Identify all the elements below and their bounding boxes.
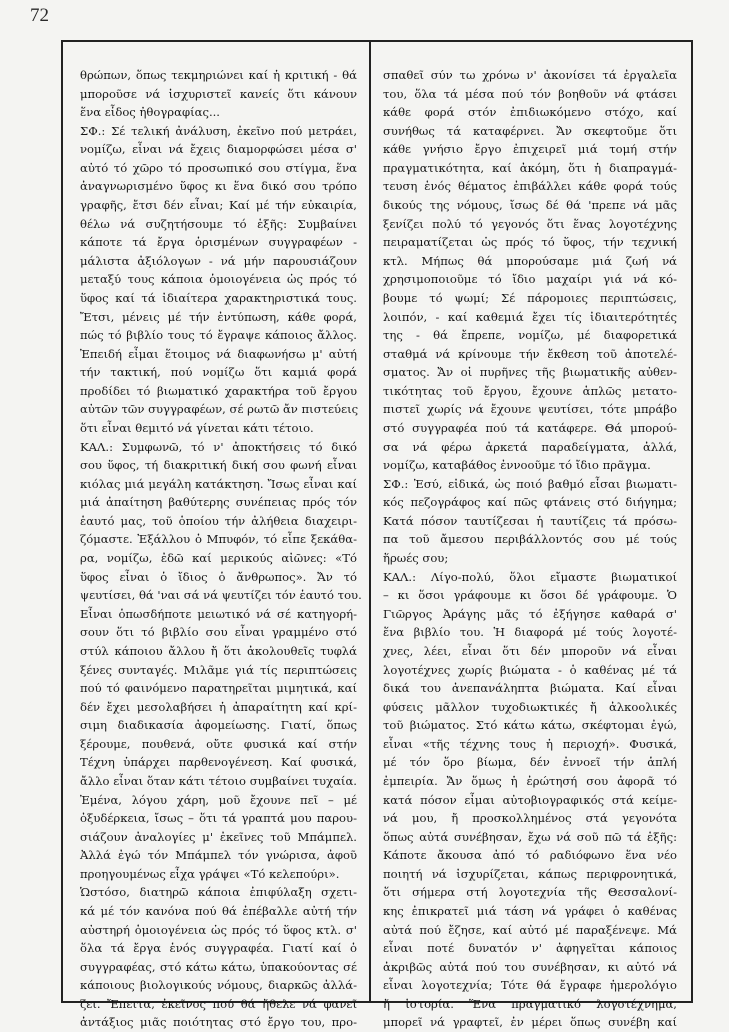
text-line: πώς τό βιβλίο τους τό ἔγραψε κάποιος ἄλλος. [80, 328, 357, 343]
text-line: κάποτε τά ἔργα ὁρισμένων συγγραφέων - [80, 235, 357, 250]
text-line: χνες, λέει, εἶναι ὅτι δέν μποροῦν νά εἶναι [383, 643, 677, 658]
page-number: 72 [30, 5, 49, 26]
text-line: Εἶναι ὁπωσδήποτε μειωτικό νά σέ κατηγορή- [80, 606, 357, 621]
text-line: αὐστηρή ὁμοιογένεια ὡς πρός τό ὕφος κτλ. σ' [80, 922, 357, 937]
text-line: ψευτίσει, θά 'ναι σά νά ψευτίζει τόν ἑαυτό του. [80, 588, 362, 603]
text-line: δέν ἔχει μεσολαβήσει ἡ ἀπαραίτητη καί κρί- [80, 699, 357, 714]
text-line: θέλω νά συζητήσουμε τό ἑξῆς: Συμβαίνει [80, 216, 357, 231]
text-line: ἥρωές σου; [383, 551, 449, 566]
text-line: ἀντάξιος μιᾶς ποιότητας στό ἔργο του, προ- [80, 1015, 357, 1030]
text-line: κά μέ τόν κανόνα πού θά ἐπέβαλλε αὐτή τήν [80, 904, 357, 919]
text-line: σου ὕφος, τή διακριτική δική σου φωνή εἶναι [80, 458, 357, 473]
text-line: μέ τόν ὅρο βίωμα, δέν ἐννοεῖ τήν ἁπλή [383, 755, 677, 770]
text-line: ἕνα εἶδος ἠθογραφίας... [80, 105, 220, 120]
text-line: ἑαυτό μας, τοῦ ὁποίου τήν ἀλήθεια διαχειρι- [80, 513, 357, 528]
text-line: αὐτῶν τῶν συγγραφέων, σέ ρωτῶ ἄν πιστεύεις [80, 402, 359, 417]
text-line: Ὡστόσο, διατηρῶ κάποια ἐπιφύλαξη σχετι- [80, 885, 357, 900]
text-line: στό συγγραφέα πού τά κατάφερε. Θά μπορού- [383, 420, 677, 435]
text-line: προδίδει τό βιωματικό χαρακτήρα τοῦ ἔργου [80, 383, 357, 398]
text-line: ΚΑΛ.: Λίγο-πολύ, ὅλοι εἴμαστε βιωματικοί [383, 569, 677, 584]
text-line: ξενίζει πολύ τό γεγονός ὅτι ἕνας λογοτέχνης [383, 216, 677, 231]
text-line: πιστεῖ χωρίς νά ἔχουνε ψευτίσει, τότε μπράβο [383, 402, 677, 417]
text-line: σιμη διαδικασία ἀφομείωσης. Γιατί, ὅπως [80, 718, 357, 733]
text-line: ὅλα τά ἔργα ἑνός συγγραφέα. Γιατί καί ὁ [80, 941, 357, 956]
text-line: ξέρουμε, πουθενά, οὔτε φυσικά καί στήν [80, 736, 357, 751]
text-line: κατά πόσον εἶμαι αὐτοβιογραφικός στά κείμε- [383, 792, 677, 807]
text-line: τήν τακτική, πού νομίζω ὅτι καμιά φορά [80, 365, 357, 380]
text-line: εἶναι «τῆς τέχνης τους ἡ περιοχή». Φυσικά, [383, 736, 677, 751]
text-line: κάποιους βιολογικούς νόμους, διαρκῶς ἀλλά- [80, 978, 357, 993]
text-line: Ἐμένα, λόγου χάρη, μοῦ ἔχουνε πεῖ – μέ [80, 792, 357, 807]
text-line: Ἀλλά ἐγώ τόν Μπάμπελ τόν γνώρισα, ἀφοῦ [80, 848, 357, 863]
text-line: σματος. Ἄν οἱ πυρῆνες τῆς βιωματικῆς αὐθεν- [383, 365, 677, 380]
text-line: ξένες συνταγές. Μιλᾶμε γιά τίς περιπτώσεις [80, 662, 357, 677]
text-line: πειραματίζεται ὡς πρός τό ὕφος, τήν τεχνική [383, 235, 677, 250]
text-line: νομίζω, εἶναι νά ἔχεις διαμορφώσει μέσα σ' [80, 142, 357, 157]
text-line: μεταξύ τους κάποια ὁμοιογένεια ὡς πρός τό [80, 272, 357, 287]
text-line: εἶναι ποτέ δυνατόν ν' ἀφηγεῖται κάποιος [383, 941, 677, 956]
text-line: ζόμαστε. Ἐξάλλου ὁ Μπυφόν, τό εἶπε ξεκάθα- [80, 532, 357, 547]
text-line: της - θά ἔπρεπε, νομίζω, μέ διαφορετικά [383, 328, 677, 343]
text-line: – κι ὅσοι γράφουμε κι ὅσοι δέ γράφουμε. Ὁ [383, 588, 677, 603]
text-line: κιόλας μιά μεγάλη κατάκτηση. Ἴσως εἶναι καί [80, 476, 357, 491]
text-line: σουν ὅτι τό βιβλίο σου εἶναι γραμμένο στό [80, 625, 357, 640]
text-line: λοιπόν, - καί καθεμιά ἔχει τίς ἰδιαιτερότητές [383, 309, 677, 324]
text-line: ἐμπειρία. Ἄν ὅμως ἡ ἐρώτησή σου ἀφορᾶ τό [383, 773, 677, 788]
text-line: μπορεῖ νά γραφτεῖ, ἐν μέρει ὅπως συνέβη καί [383, 1015, 677, 1030]
text-line: ΚΑΛ.: Συμφωνῶ, τό ν' ἀποκτήσεις τό δικό [80, 439, 357, 454]
text-line: σιάζουν ἀναλογίες μ' ἐκεῖνες τοῦ Μπάμπελ. [80, 829, 357, 844]
text-line: κτλ. Μήπως θά μπορούσαμε μιά ζωή νά [383, 253, 677, 268]
text-line: ΣΦ.: Ἐσύ, εἰδικά, ὡς ποιό βαθμό εἶσαι βιωματι- [383, 476, 677, 491]
text-line: στύλ κάποιου ἄλλου ἤ ὅτι ἀκολουθεῖς τυφλά [80, 643, 357, 658]
text-line: φύσεις μᾶλλον τυχοδιωκτικές ἤ ἀλκοολικές [383, 699, 677, 714]
text-line: τικότητας τοῦ ἔργου, ἔχουνε ἁπλῶς μετατο- [383, 383, 677, 398]
text-line: ΣΦ.: Σέ τελική ἀνάλυση, ἐκεῖνο πού μετράει, [80, 123, 357, 138]
text-line: ὅτι σήμερα στή λογοτεχνία τῆς Θεσσαλονί- [383, 885, 677, 900]
text-line: ρα, νομίζω, ἐδῶ καί μερικούς αἰῶνες: «Τό [80, 551, 357, 566]
text-line: μιά ἀπαίτηση βαθύτερης συνέπειας πρός τόν [80, 495, 357, 510]
text-line: νομίζω, καταβάθος ἐννοοῦμε τό ἴδιο πρᾶγμα. [383, 458, 651, 473]
text-line: τευση ἑνός θέματος ἐπιβάλλει κάθε φορά τούς [383, 179, 677, 194]
text-line: πα τοῦ ἄμεσου περιβάλλοντός σου μέ τούς [383, 532, 677, 547]
text-line: Ἔτσι, μένεις μέ τήν ἐντύπωση, κάθε φορά, [80, 309, 357, 324]
text-line: ὕφος εἶναι ὁ ἴδιος ὁ ἄνθρωπος». Ἄν τό [80, 569, 357, 584]
text-line: μάλιστα ἀξιόλογων - νά μήν παρουσιάζουν [80, 253, 357, 268]
text-line: νά μου, ἤ προσκολλημένος στά γεγονότα [383, 811, 677, 826]
text-line: τοῦ βιώματος. Στό κάτω κάτω, σκέφτομαι ἐγώ, [383, 718, 677, 733]
text-line: ἀναγνωρισμένο ὕφος κι ἕνα δικό σου τρόπο [80, 179, 357, 194]
text-line: πού τό φαινόμενο παρατηρεῖται μιμητικά, καί [80, 681, 357, 696]
text-line: Κατά πόσον ταυτίζεσαι ἡ ταυτίζεις τά πρόσω- [383, 513, 677, 528]
text-line: λογοτέχνες χωρίς βιώματα - ὁ καθένας μέ τά [383, 662, 677, 677]
text-line: Τέχνη ὑπάρχει παρθενογένεση. Καί φυσικά, [80, 755, 357, 770]
text-line: γραφῆς, ἔτσι δέν εἶναι; Καί μέ τήν εὐκαιρία, [80, 198, 357, 213]
text-line: πραγματικότητα, καί ἀκόμη, ὅτι ἡ διαπραγμά- [383, 160, 677, 175]
text-line: του, ὅλα τά μέσα πού τόν βοηθοῦν νά φτάσει [383, 86, 677, 101]
column-divider [369, 40, 371, 1003]
text-line: ἕνα βιβλίο του. Ἡ διαφορά μέ τούς λογοτέ- [383, 625, 677, 640]
text-line: χρησιμοποιοῦμε τό ἴδιο μαχαίρι γιά νά κό- [383, 272, 677, 287]
text-line: εἶναι λογοτεχνία; Τότε θά ἔγραφε ἡμερολόγιο [383, 978, 677, 993]
left-text-column [80, 66, 362, 1030]
text-line: ζει. Ἔπειτα, ἐκεῖνος πού θά ἤθελε νά φανεῖ [80, 996, 357, 1011]
text-line: δικά του ἀνεπανάληπτα βιώματα. Καί εἶναι [383, 681, 677, 696]
text-line: σπαθεῖ σύν τω χρόνω ν' ἀκονίσει τά ἐργαλεῖα [383, 68, 677, 82]
text-line: ὕφος καί τά ἰδιαίτερα χαρακτηριστικά τους. [80, 290, 357, 305]
text-line: Κάποτε ἄκουσα ἀπό τό ραδιόφωνο ἕνα νέο [383, 848, 677, 863]
text-line: ἀκριβῶς αὐτά πού του συνέβησαν, κι αὐτό νά [383, 959, 677, 974]
text-line: αὐτό τό χῶρο τό προσωπικό σου στίγμα, ἕνα [80, 160, 357, 175]
text-line: θρώπων, ὅπως τεκμηριώνει καί ἡ κριτική - θά [80, 68, 357, 82]
text-line: βουμε τό ψωμί; Σέ πάρομοιες περιπτώσεις, [383, 290, 677, 305]
text-line: ποιητή νά ἰσχυρίζεται, κάπως περιφρονητικά, [383, 866, 677, 881]
text-line: Γιῶργος Ἀράγης μᾶς τό ἐξήγησε καθαρά σ' [383, 606, 677, 621]
text-line: κάθε φορά στόν ἐπιδιωκόμενο στόχο, καί [383, 105, 677, 120]
text-line: ὅτι εἶναι θεμιτό νά γίνεται κάτι τέτοιο. [80, 420, 314, 435]
text-line: προηγουμένως εἶχα γράψει «Τό κελεπούρι». [80, 866, 340, 881]
text-line: αὐτά πού ἔζησε, καί αὐτό μέ παραξένεψε. Μά [383, 922, 677, 937]
text-line: ὅπως αὐτά συνέβησαν, ἔχω νά σοῦ πῶ τά ἑξῆς: [383, 829, 677, 844]
text-line: ὀξυδέρκεια, ἴσως – ὅτι τά γραπτά μου παρου- [80, 811, 357, 826]
text-line: ἄλλο εἶναι ὅταν κάτι τέτοιο συμβαίνει τυχαία. [80, 773, 357, 788]
text-line: σα νά φέρω ἀρκετά παραδείγματα, ἀλλά, [383, 439, 677, 454]
text-line: ἤ ἱστορία. Ἕνα πραγματικό λογοτέχνημα, [383, 996, 677, 1011]
right-text-column [383, 66, 677, 1030]
text-line: Ἐπειδή εἶμαι ἕτοιμος νά διαφωνήσω μ' αὐτή [80, 346, 357, 361]
text-line: μποροῦσε νά ἰσχυριστεῖ κανείς ὅτι κάνουν [80, 86, 357, 101]
text-line: σταθμά νά κρίνουμε τήν ἔκθεση τοῦ ἀποτελέ- [383, 346, 677, 361]
text-line: κάθε γνήσιο ἔργο ἐπιχειρεῖ μιά τομή στήν [383, 142, 677, 157]
text-line: κης ἐπικρατεῖ μιά τάση νά γράφει ὁ καθένας [383, 904, 677, 919]
text-line: δικούς της νόμους, ἴσως δέ θά 'πρεπε νά μᾶς [383, 198, 677, 213]
text-line: συνήθως τά καταφέρνει. Ἄν σκεφτοῦμε ὅτι [383, 123, 677, 138]
text-line: κός πεζογράφος καί πῶς φτάνεις στό διήγημα; [383, 495, 677, 510]
text-line: συγγραφέας, στό κάτω κάτω, ὑπακούοντας σέ [80, 959, 357, 974]
